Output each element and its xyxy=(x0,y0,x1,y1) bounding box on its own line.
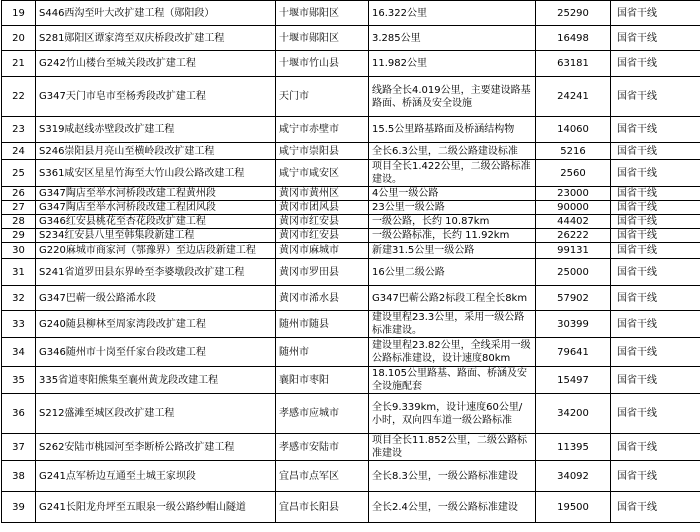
project-table xyxy=(1,0,700,523)
location-cell: 十堰市郧阳区 xyxy=(276,26,369,51)
project-name-cell: S319咸赵线赤壁段改扩建工程 xyxy=(36,117,276,143)
construction-scale-cell: 全长9.339km，设计速度60公里/小时，双向四车道一级公路标准 xyxy=(369,394,536,434)
project-type-cell: 国省干线 xyxy=(611,492,700,523)
project-type-cell: 国省干线 xyxy=(611,434,700,461)
project-type-cell: 国省干线 xyxy=(611,117,700,143)
project-type-cell: 国省干线 xyxy=(611,160,700,187)
project-name-cell: S361咸安区星星竹海至大竹山段公路改建工程 xyxy=(36,160,276,187)
construction-scale-cell: 4公里一级公路 xyxy=(369,187,536,201)
table-row xyxy=(2,187,700,201)
construction-scale-cell: 建设里程23.3公里，采用一级公路标准建设。 xyxy=(369,311,536,338)
construction-scale-cell: 一级公路标准，长约 11.92km xyxy=(369,229,536,243)
construction-scale-cell: 16公里二级公路 xyxy=(369,259,536,286)
project-type-cell: 国省干线 xyxy=(611,394,700,434)
construction-scale-cell: 建设里程23.82公里，全线采用一级公路标准建设，设计速度80km xyxy=(369,338,536,367)
location-cell: 咸宁市崇阳县 xyxy=(276,143,369,160)
location-cell: 十堰市郧阳区 xyxy=(276,1,369,26)
project-name-cell: S234红安县八里至韩集段新建工程 xyxy=(36,229,276,243)
project-name-cell: G347巴蕲一级公路浠水段 xyxy=(36,286,276,311)
project-name-cell: G347陶店至举水河桥段改建工程团风段 xyxy=(36,201,276,215)
row-number-cell: 24 xyxy=(2,143,36,160)
project-name-cell: G346红安县桃花至杏花段改扩建工程 xyxy=(36,215,276,229)
construction-scale-cell: 3.285公里 xyxy=(369,26,536,51)
project-name-cell: S212盛滩至城区段改扩建工程 xyxy=(36,394,276,434)
investment-cell: 34092 xyxy=(536,461,611,492)
table-row xyxy=(2,492,700,523)
investment-cell: 15497 xyxy=(536,367,611,394)
table-row xyxy=(2,243,700,259)
investment-cell: 14060 xyxy=(536,117,611,143)
location-cell: 咸宁市赤壁市 xyxy=(276,117,369,143)
construction-scale-cell: 项目全长1.422公里，二级公路标准建设。 xyxy=(369,160,536,187)
row-number-cell: 23 xyxy=(2,117,36,143)
investment-cell: 24241 xyxy=(536,77,611,117)
project-type-cell: 国省干线 xyxy=(611,187,700,201)
location-cell: 黄冈市红安县 xyxy=(276,229,369,243)
project-type-cell: 国省干线 xyxy=(611,243,700,259)
project-type-cell: 国省干线 xyxy=(611,1,700,26)
construction-scale-cell: 全长8.3公里，一级公路标准建设 xyxy=(369,461,536,492)
investment-cell: 25000 xyxy=(536,259,611,286)
row-number-cell: 28 xyxy=(2,215,36,229)
row-number-cell: 27 xyxy=(2,201,36,215)
project-type-cell: 国省干线 xyxy=(611,367,700,394)
construction-scale-cell: 新建31.5公里一级公路 xyxy=(369,243,536,259)
investment-cell: 2560 xyxy=(536,160,611,187)
location-cell: 孝感市安陆市 xyxy=(276,434,369,461)
location-cell: 宜昌市点军区 xyxy=(276,461,369,492)
table-row xyxy=(2,201,700,215)
investment-cell: 16498 xyxy=(536,26,611,51)
project-type-cell: 国省干线 xyxy=(611,201,700,215)
table-row xyxy=(2,143,700,160)
investment-cell: 79641 xyxy=(536,338,611,367)
project-table-body xyxy=(2,1,700,523)
table-row xyxy=(2,461,700,492)
investment-cell: 26222 xyxy=(536,229,611,243)
project-name-cell: G347天门市皂市至杨秀段改扩建工程 xyxy=(36,77,276,117)
table-row xyxy=(2,1,700,26)
investment-cell: 5216 xyxy=(536,143,611,160)
project-name-cell: S281郧阳区谭家湾至双庆桥段改扩建工程 xyxy=(36,26,276,51)
project-type-cell: 国省干线 xyxy=(611,77,700,117)
location-cell: 十堰市竹山县 xyxy=(276,51,369,77)
location-cell: 黄冈市浠水县 xyxy=(276,286,369,311)
table-row xyxy=(2,394,700,434)
location-cell: 襄阳市枣阳 xyxy=(276,367,369,394)
table-row xyxy=(2,160,700,187)
location-cell: 黄冈市红安县 xyxy=(276,215,369,229)
project-type-cell: 国省干线 xyxy=(611,26,700,51)
project-type-cell: 国省干线 xyxy=(611,259,700,286)
location-cell: 随州市随县 xyxy=(276,311,369,338)
construction-scale-cell: 全长2.4公里，一级公路标准建设 xyxy=(369,492,536,523)
table-row xyxy=(2,286,700,311)
project-name-cell: S446西沟至叶大改扩建工程（郧阳段） xyxy=(36,1,276,26)
table-row xyxy=(2,311,700,338)
table-row xyxy=(2,367,700,394)
project-name-cell: G241点军桥边互通至土城王家坝段 xyxy=(36,461,276,492)
project-type-cell: 国省干线 xyxy=(611,286,700,311)
row-number-cell: 35 xyxy=(2,367,36,394)
project-type-cell: 国省干线 xyxy=(611,229,700,243)
row-number-cell: 20 xyxy=(2,26,36,51)
construction-scale-cell: 18.105公里路基、路面、桥涵及安全设施配套 xyxy=(369,367,536,394)
construction-scale-cell: 一级公路，长约 10.87km xyxy=(369,215,536,229)
location-cell: 咸宁市咸安区 xyxy=(276,160,369,187)
project-name-cell: G242竹山楼台至城关段改扩建工程 xyxy=(36,51,276,77)
construction-scale-cell: 11.982公里 xyxy=(369,51,536,77)
project-type-cell: 国省干线 xyxy=(611,51,700,77)
construction-scale-cell: 23公里一级公路 xyxy=(369,201,536,215)
project-name-cell: G347陶店至举水河桥段改建工程黄州段 xyxy=(36,187,276,201)
project-name-cell: G346随州市十岗至仟家台段改建工程 xyxy=(36,338,276,367)
location-cell: 天门市 xyxy=(276,77,369,117)
project-name-cell: S262安陆市桃园河至李断桥公路改扩建工程 xyxy=(36,434,276,461)
construction-scale-cell: 15.5公里路基路面及桥涵结构物 xyxy=(369,117,536,143)
table-row xyxy=(2,215,700,229)
investment-cell: 57902 xyxy=(536,286,611,311)
row-number-cell: 36 xyxy=(2,394,36,434)
investment-cell: 23000 xyxy=(536,187,611,201)
table-row xyxy=(2,229,700,243)
table-row xyxy=(2,338,700,367)
row-number-cell: 21 xyxy=(2,51,36,77)
investment-cell: 63181 xyxy=(536,51,611,77)
investment-cell: 34200 xyxy=(536,394,611,434)
location-cell: 宜昌市长阳县 xyxy=(276,492,369,523)
table-row xyxy=(2,117,700,143)
project-name-cell: S246崇阳县月亮山至横岭段改扩建工程 xyxy=(36,143,276,160)
table-row xyxy=(2,26,700,51)
row-number-cell: 39 xyxy=(2,492,36,523)
investment-cell: 19500 xyxy=(536,492,611,523)
investment-cell: 30399 xyxy=(536,311,611,338)
row-number-cell: 19 xyxy=(2,1,36,26)
project-type-cell: 国省干线 xyxy=(611,338,700,367)
location-cell: 黄冈市麻城市 xyxy=(276,243,369,259)
construction-scale-cell: 线路全长4.019公里，主要建设路基路面、桥涵及安全设施 xyxy=(369,77,536,117)
investment-cell: 99131 xyxy=(536,243,611,259)
row-number-cell: 30 xyxy=(2,243,36,259)
location-cell: 黄冈市黄州区 xyxy=(276,187,369,201)
investment-cell: 25290 xyxy=(536,1,611,26)
project-type-cell: 国省干线 xyxy=(611,461,700,492)
project-name-cell: G240随县柳林至周家湾段改扩建工程 xyxy=(36,311,276,338)
project-name-cell: G241长阳龙舟坪至五眼泉一级公路纱帽山隧道 xyxy=(36,492,276,523)
location-cell: 随州市 xyxy=(276,338,369,367)
row-number-cell: 34 xyxy=(2,338,36,367)
row-number-cell: 29 xyxy=(2,229,36,243)
project-type-cell: 国省干线 xyxy=(611,311,700,338)
table-row xyxy=(2,51,700,77)
row-number-cell: 32 xyxy=(2,286,36,311)
investment-cell: 90000 xyxy=(536,201,611,215)
location-cell: 孝感市应城市 xyxy=(276,394,369,434)
construction-scale-cell: 全长6.3公里，二级公路建设标准 xyxy=(369,143,536,160)
project-name-cell: 335省道枣阳熊集至襄州黄龙段改建工程 xyxy=(36,367,276,394)
row-number-cell: 33 xyxy=(2,311,36,338)
table-row xyxy=(2,434,700,461)
project-name-cell: S241省道罗田县东界岭至李婆墩段改扩建工程 xyxy=(36,259,276,286)
project-type-cell: 国省干线 xyxy=(611,143,700,160)
project-name-cell: G220麻城市商家河（鄂豫界）至边店段新建工程 xyxy=(36,243,276,259)
row-number-cell: 37 xyxy=(2,434,36,461)
project-type-cell: 国省干线 xyxy=(611,215,700,229)
construction-scale-cell: 16.322公里 xyxy=(369,1,536,26)
table-row xyxy=(2,259,700,286)
location-cell: 黄冈市团风县 xyxy=(276,201,369,215)
row-number-cell: 31 xyxy=(2,259,36,286)
row-number-cell: 38 xyxy=(2,461,36,492)
table-row xyxy=(2,77,700,117)
row-number-cell: 26 xyxy=(2,187,36,201)
location-cell: 黄冈市罗田县 xyxy=(276,259,369,286)
investment-cell: 11395 xyxy=(536,434,611,461)
row-number-cell: 25 xyxy=(2,160,36,187)
construction-scale-cell: G347巴蕲公路2标段工程全长8km xyxy=(369,286,536,311)
construction-scale-cell: 项目全长11.852公里，二级公路标准建设 xyxy=(369,434,536,461)
investment-cell: 44402 xyxy=(536,215,611,229)
row-number-cell: 22 xyxy=(2,77,36,117)
